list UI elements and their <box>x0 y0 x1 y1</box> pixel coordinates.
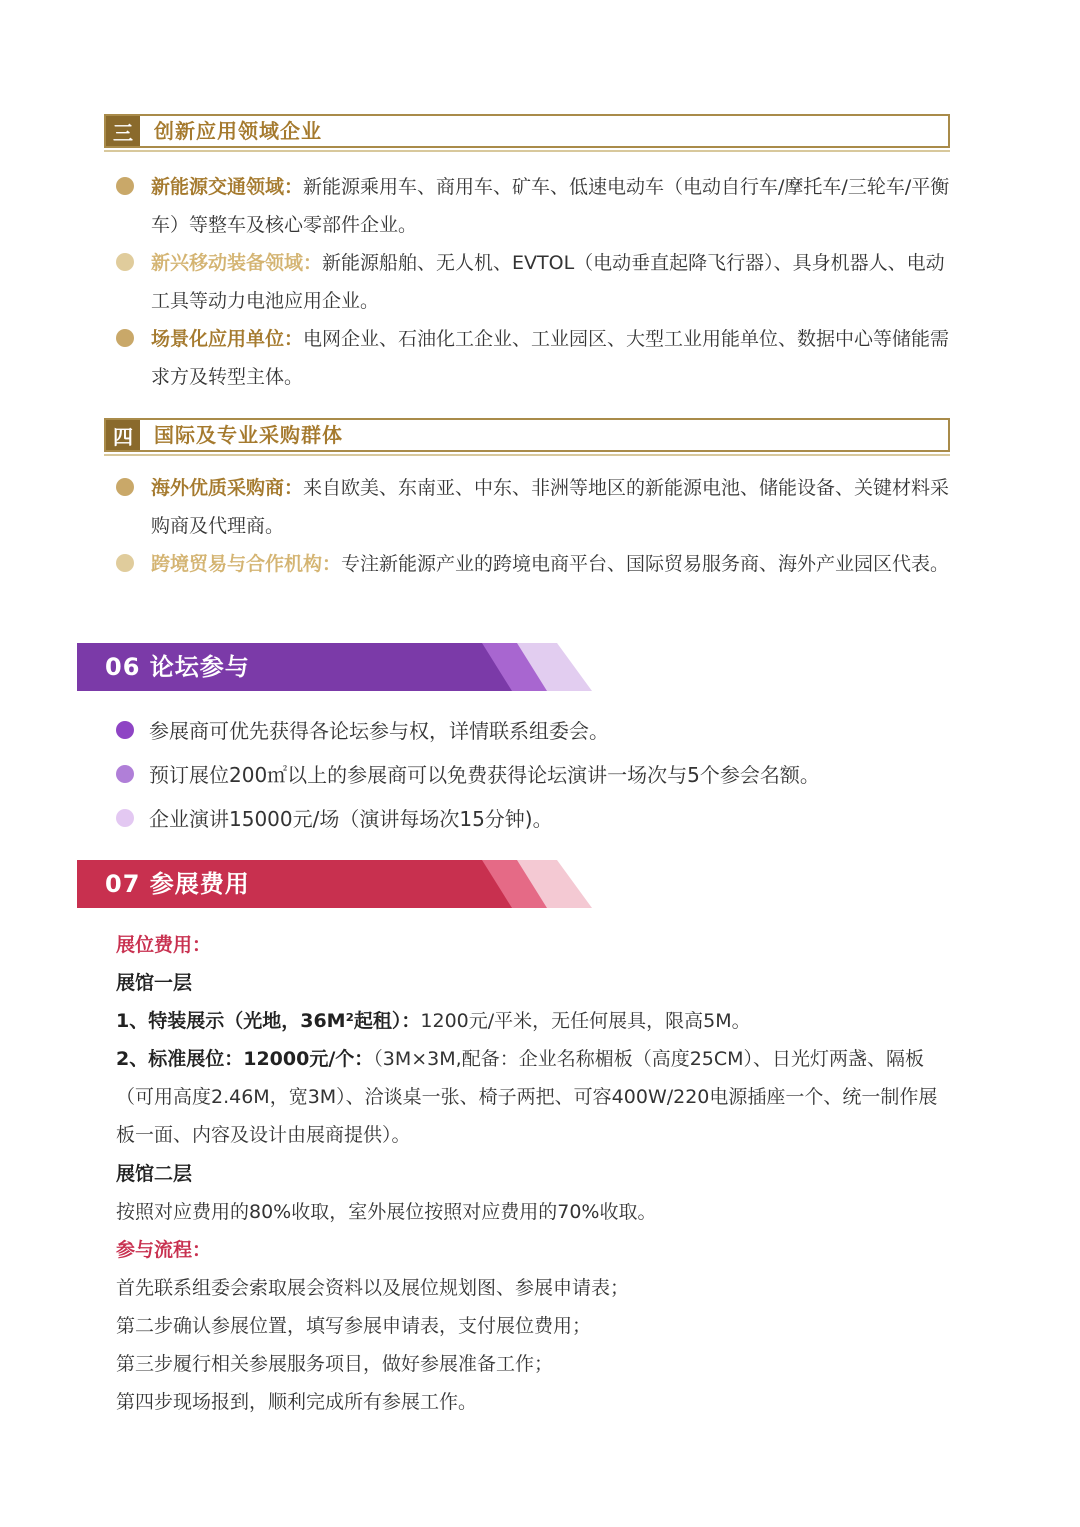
process-step: 第二步确认参展位置，填写参展申请表，支付展位费用； <box>116 1315 592 1337</box>
fee-line-2 <box>116 1040 956 1154</box>
list-item <box>116 712 956 750</box>
item-label: 场景化应用单位： <box>151 328 304 350</box>
bullet-dot-icon <box>116 253 134 271</box>
list-item <box>116 800 956 838</box>
item-label: 新能源交通领域： <box>151 176 304 198</box>
fee-line-1-label: 1、特装展示（光地，36M²起租）： <box>116 1010 421 1032</box>
fee-heading: 展位费用： <box>116 934 212 956</box>
list-item <box>116 168 956 244</box>
section-number-badge: 四 <box>106 420 140 450</box>
item-label: 跨境贸易与合作机构： <box>151 553 342 575</box>
bullet-dot-icon <box>116 478 134 496</box>
section-banner-07 <box>77 860 592 908</box>
hall2-heading: 展馆二层 <box>116 1163 193 1185</box>
header-underline <box>104 454 950 456</box>
section-title: 创新应用领域企业 <box>154 119 322 143</box>
section-title: 06 论坛参与 <box>105 653 250 681</box>
fee-line-1 <box>116 1002 956 1040</box>
bullet-dot-icon <box>116 721 134 739</box>
section-banner-06 <box>77 643 592 691</box>
list-item <box>116 244 956 320</box>
list-item <box>116 469 956 545</box>
hall1-heading: 展馆一层 <box>116 972 193 994</box>
item-text: 预订展位200㎡以上的参展商可以免费获得论坛演讲一场次与5个参会名额。 <box>149 763 820 787</box>
process-step: 第四步现场报到，顺利完成所有参展工作。 <box>116 1391 478 1413</box>
bullet-dot-icon <box>116 765 134 783</box>
list-item <box>116 545 956 583</box>
subsection-header-4 <box>104 418 950 452</box>
item-text: 来自欧美、东南亚、中东、非洲等地区的新能源电池、储能设备、关键材料采购商及代理商。 <box>151 477 950 537</box>
subsection-header-3 <box>104 114 950 148</box>
fee-line-1-text: 1200元/平米，无任何展具，限高5M。 <box>420 1010 751 1032</box>
item-text: 参展商可优先获得各论坛参与权，详情联系组委会。 <box>149 719 609 743</box>
process-heading: 参与流程： <box>116 1239 212 1261</box>
item-text: 企业演讲15000元/场（演讲每场次15分钟)。 <box>149 807 553 831</box>
bullet-dot-icon <box>116 329 134 347</box>
list-item <box>116 756 956 794</box>
section-title: 国际及专业采购群体 <box>154 423 343 447</box>
section-number-badge: 三 <box>106 116 140 146</box>
header-underline <box>104 150 950 152</box>
bullet-dot-icon <box>116 809 134 827</box>
fee-line-2-text: （3M×3M,配备：企业名称楣板（高度25CM）、日光灯两盏、隔板（可用高度2.46M，宽3M）、洽谈桌一张、椅子两把、可容400W/220电源插座一个、统一制作展板一面、内容及设计由展商提供）。 <box>116 1048 938 1146</box>
bullet-dot-icon <box>116 554 134 572</box>
process-step: 第三步履行相关参展服务项目，做好参展准备工作； <box>116 1353 554 1375</box>
hall2-text: 按照对应费用的80%收取，室外展位按照对应费用的70%收取。 <box>116 1201 657 1223</box>
item-text: 专注新能源产业的跨境电商平台、国际贸易服务商、海外产业园区代表。 <box>341 553 950 575</box>
fee-line-2-label: 2、标准展位：12000元/个： <box>116 1048 374 1070</box>
process-step: 首先联系组委会索取展会资料以及展位规划图、参展申请表； <box>116 1277 630 1299</box>
item-text: 新能源乘用车、商用车、矿车、低速电动车（电动自行车/摩托车/三轮车/平衡车）等整车及核心零部件企业。 <box>151 176 950 236</box>
bullet-dot-icon <box>116 177 134 195</box>
item-text: 电网企业、石油化工企业、工业园区、大型工业用能单位、数据中心等储能需求方及转型主体。 <box>151 328 950 388</box>
item-label: 新兴移动装备领域： <box>151 252 323 274</box>
section-title: 07 参展费用 <box>105 870 250 898</box>
list-item <box>116 320 956 396</box>
item-label: 海外优质采购商： <box>151 477 304 499</box>
item-text: 新能源船舶、无人机、EVTOL（电动垂直起降飞行器）、具身机器人、电动工具等动力电池应用企业。 <box>151 252 945 312</box>
